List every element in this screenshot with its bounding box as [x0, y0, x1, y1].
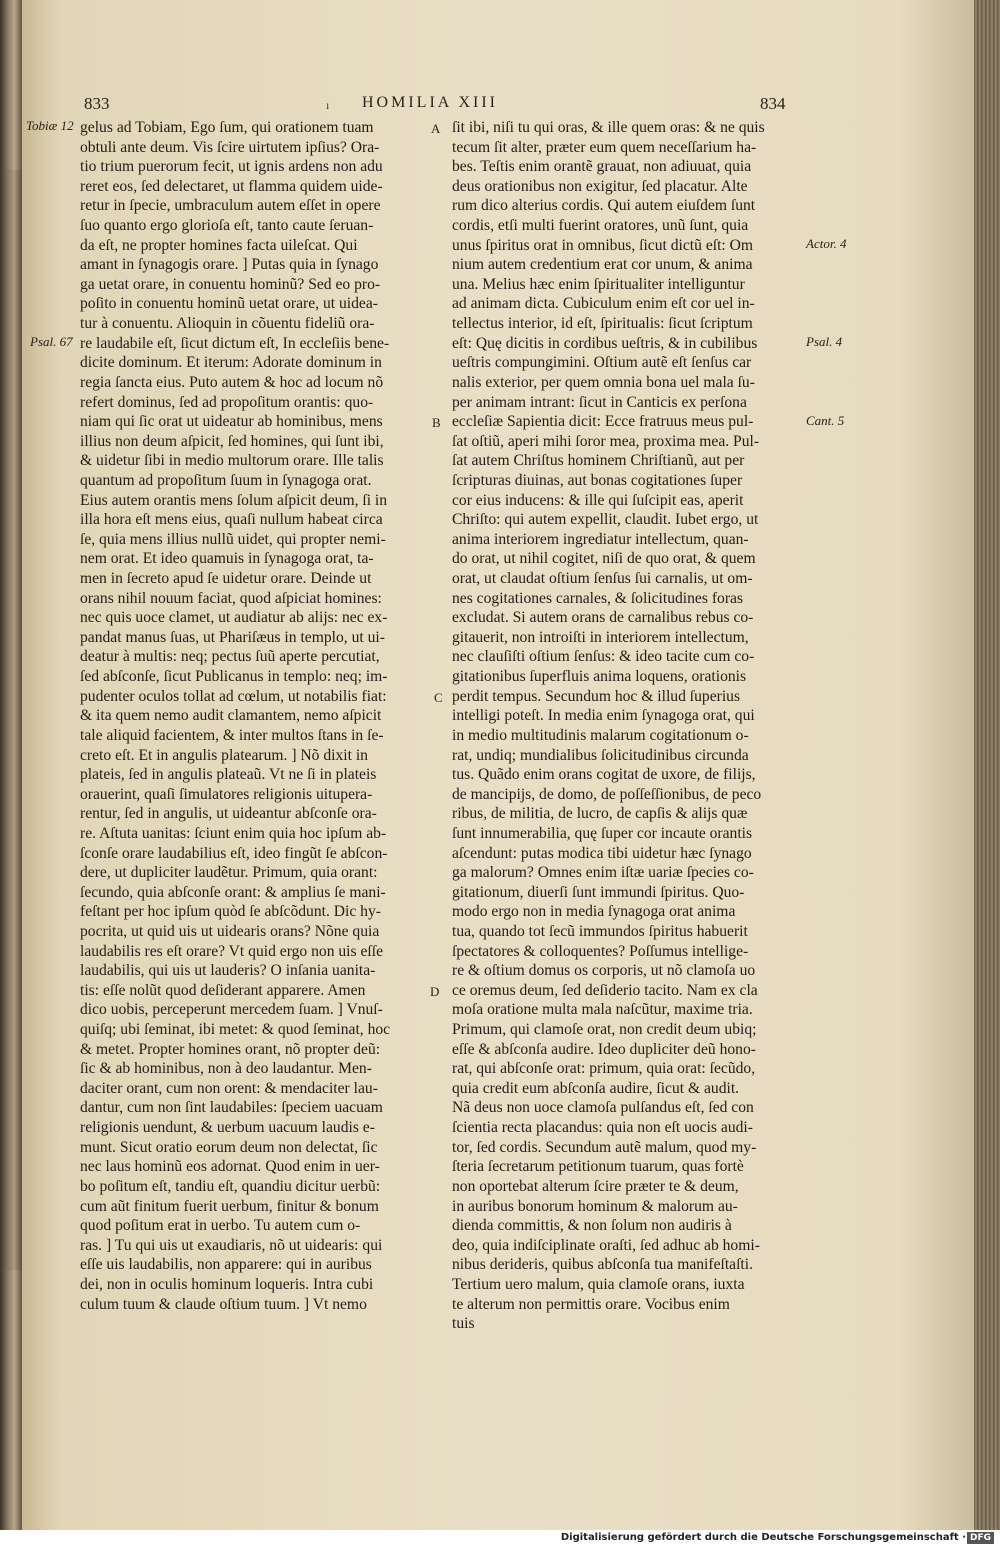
text-line: in auribus bonorum hominum & malorum au-: [452, 1197, 738, 1215]
text-line: ſed abſconſe, ſicut Publicanus in templo: neq; im-: [80, 668, 388, 686]
text-line: quod poſitum erat in uerbo. Tu autem cum o-: [80, 1217, 361, 1235]
text-line: cum aũt finitum fuerit uerbum, finitur & bonum: [80, 1197, 379, 1215]
text-line: dei, non in oculis hominum loqueris. Intra cubi: [80, 1275, 374, 1293]
text-line: tor, ſed cordis. Secundum autẽ malum, quod my-: [452, 1138, 757, 1156]
text-line: gitationum, diuerſi ſunt immundi ſpiritus. Quo-: [452, 883, 745, 901]
text-line: & uidetur ſibi in medio multorum orare. Ille talis: [80, 452, 384, 470]
text-line: retur in ſpecie, umbraculum autem eſſet in opere: [80, 197, 381, 215]
header-ornament: ı: [326, 98, 330, 112]
text-line: tellectus interior, id eſt, ſpiritualis: ſicut ſcriptum: [452, 315, 753, 333]
text-line: ce oremus deum, ſed deſiderio tacito. Nam ex cla: [452, 981, 758, 999]
text-line: re laudabile eſt, ſicut dictum eſt, In eccleſiis bene-: [80, 334, 390, 352]
text-line: pocrita, ut quid uis ut uidearis orans? Nõne quia: [80, 922, 380, 940]
text-line: excludat. Si autem orans de carnalibus rebus co-: [452, 609, 754, 627]
section-letter-b: B: [432, 415, 441, 430]
text-line: dienda committis, & non ſolum non audiris à: [452, 1217, 732, 1235]
margin-note-psal4: Psal. 4: [806, 334, 843, 349]
text-line: tur à conuentu. Alioquin in cõuentu fideliũ ora-: [80, 315, 375, 333]
text-line: tecum ſit alter, præter eum quem neceſſarium ha-: [452, 138, 757, 156]
text-line: nec quis uoce clamet, ut audiatur ab alijs: nec ex-: [80, 609, 388, 627]
text-line: obtuli ante deum. Vis ſcire uirtutem ipſius? Ora-: [80, 138, 380, 156]
text-line: ſit ibi, niſi tu qui oras, & ille quem oras: & ne quis: [452, 119, 765, 136]
text-line: pandat manus ſuas, ut Phariſæus in templo, ut ui-: [80, 628, 385, 646]
text-line: nes cogitationes carnales, & ſolicitudines foras: [452, 589, 743, 607]
left-page-shadow: [0, 170, 22, 1270]
text-line: eccleſiæ Sapientia dicit: Ecce fratruus meus pul-: [452, 413, 754, 431]
text-line: pudenter oculos tollat ad cœlum, ut notabilis fiat:: [80, 687, 387, 705]
text-line: dicite dominum. Et iterum: Adorate dominum in: [80, 354, 382, 372]
text-line: reret eos, ſed delectaret, ut flamma quidem uide-: [80, 177, 383, 195]
text-line: Chriſto: qui autem expellit, claudit. Iubet ergo, ut: [452, 511, 759, 529]
text-line: ſunt innumerabilia, quę ſuper cor incaute orantis: [452, 824, 753, 842]
text-line: ſe, quia mens illius nullũ uidet, qui propter nemi-: [80, 530, 386, 548]
text-line: religionis uendunt, & uerbum uacuum laudis e-: [80, 1119, 375, 1137]
text-line: dantur, cum non ſint laudabiles: ſpeciem uacuam: [80, 1099, 383, 1117]
text-line: de mancipijs, de domo, de poſſeſſionibus, de peco: [452, 785, 762, 803]
text-line: eſſe & abſconſa audire. Ideo dupliciter deũ hono-: [452, 1040, 756, 1058]
text-line: ueſtris compungimini. Oſtium autẽ eſt ſenſus car: [452, 354, 752, 372]
text-line: rum dico alterius cordis. Qui autem eiuſdem ſunt: [452, 197, 756, 215]
text-line: tis: eſſe nolũt quod deſiderant apparere. Amen: [80, 981, 366, 999]
text-line: in medio multitudinis malarum cogitationum o-: [452, 726, 749, 744]
text-line: non oportebat alterum ſcire præter te & deum,: [452, 1177, 739, 1195]
text-line: ga uetat orare, in conuentu hominũ? Sed eo pro-: [80, 275, 381, 293]
text-line: te alterum non permittis orare. Vocibus enim: [452, 1295, 730, 1313]
text-line: daciter orant, cum non orent: & mendaciter lau-: [80, 1079, 378, 1097]
text-line: da eſt, ne propter homines facta uileſcat. Qui: [80, 236, 358, 254]
text-line: tus. Quãdo enim orans cogitat de uxore, de filijs,: [452, 766, 756, 784]
section-letter-c: C: [434, 690, 443, 705]
text-line: gitauerit, non introiſti in interiorem intellectum,: [452, 628, 749, 646]
text-line: per animam intrant: ſicut in Canticis ex perſona: [452, 393, 747, 411]
text-line: deus orationibus non exigitur, ſed placatur. Alte: [452, 177, 748, 195]
section-letter-d: D: [430, 984, 440, 999]
margin-note-cant5: Cant. 5: [806, 413, 845, 428]
page-number-right: 834: [760, 94, 786, 113]
text-line: gitationibus ſuperfluis anima loquens, orationis: [452, 668, 747, 686]
text-line: Primum, qui clamoſe orat, non credit deum ubiq;: [452, 1021, 757, 1039]
text-line: nem orat. Et ideo quamuis in ſynagoga orat, ta-: [80, 550, 374, 568]
text-line: deatur à multis: neq; pectus ſuũ aperte percutiat,: [80, 648, 380, 666]
text-line: eſt: Quę dicitis in cordibus ueſtris, & in cubilibus: [452, 334, 758, 352]
text-line: bo poſitum eſt, tandiu eſt, quandiu dicitur uerbũ:: [80, 1177, 381, 1195]
text-line: orans nihil nouum faciat, quod aſpiciat homines:: [80, 589, 382, 607]
text-line: tio trium puerorum fecit, ut ignis ardens non adu: [80, 158, 383, 176]
text-column-left: [80, 118, 426, 1314]
text-line: ſat oſtiũ, aperi mihi ſoror mea, proxima mea. Pul-: [452, 432, 760, 450]
text-line: tua, quando tot ſecũ immundos ſpiritus habuerit: [452, 922, 748, 940]
text-line: quantum ad propoſitum ſuum in ſynagoga orat.: [80, 471, 372, 489]
text-line: tale aliquid facientem, & inter multos ſtans in ſe-: [80, 726, 384, 744]
text-line: refert dominus, ſed ad propoſitum orantis: quo-: [80, 393, 374, 411]
text-line: dere, ut dupliciter laudẽtur. Primum, quia orant:: [80, 864, 378, 882]
text-line: plateis, ſed in angulis plateaũ. Vt ne ſi in plateis: [80, 766, 377, 784]
text-line: ſecundo, quia abſconſe orant: & amplius ſe mani-: [80, 883, 386, 901]
text-line: ras. ] Tu qui uis ut exaudiaris, nõ ut uidearis: qui: [80, 1236, 383, 1254]
text-line: ſconſe orare laudabilius eſt, ideo fingũt ſe abſcon-: [80, 844, 388, 862]
text-line: nec laus hominũ eos adornat. Quod enim in uer-: [80, 1158, 380, 1176]
text-line: eſſe uis laudabilis, non apparere: qui in auribus: [80, 1256, 372, 1274]
text-line: gelus ad Tobiam, Ego ſum, qui orationem tuam: [80, 119, 374, 136]
text-line: cordis, etſi multi fuerint oratores, unũ ſunt, quia: [452, 217, 749, 235]
text-line: amant in ſynagogis orare. ] Putas quia in ſynago: [80, 256, 379, 274]
text-line: re & oſtium domus os corporis, ut nõ clamoſa uo: [452, 962, 756, 980]
text-line: nium autem credentium erat cor unum, & anima: [452, 256, 753, 274]
text-line: poſito in conuentu hominũ uetat orare, ut uidea-: [80, 295, 378, 313]
text-line: niam qui ſic orat ut uideatur ab hominibus, mens: [80, 413, 383, 431]
section-letter-a: A: [431, 121, 441, 136]
text-line: ſic & ab hominibus, non à deo laudantur. Men-: [80, 1060, 372, 1078]
text-line: & metet. Propter homines orant, nõ propter deũ:: [80, 1040, 381, 1058]
text-line: aſcendunt: putas modica tibi uidetur hæc ſynago: [452, 844, 752, 862]
text-line: ribus, de militia, de lucro, de capſis & alijs quæ: [452, 805, 748, 823]
text-line: modo ergo non in media ſynagoga orat anima: [452, 903, 736, 921]
text-line: nalis exterior, per quem omnia bona uel mala ſu-: [452, 373, 755, 391]
text-line: re. Aſtuta uanitas: ſciunt enim quia hoc ipſum ab-: [80, 824, 387, 842]
text-line: bes. Teſtis enim orantẽ grauat, non adiuuat, quia: [452, 158, 752, 176]
text-line: orat, ut claudat oſtium ſenſus ſui carnalis, ut om-: [452, 570, 753, 588]
text-line: do orat, ut nihil cogitet, niſi de quo orat, & quem: [452, 550, 756, 568]
digitization-credit: Digitalisierung gefördert durch die Deutsche Forschungsgemeinschaft ·: [560, 1532, 966, 1543]
text-line: nec clauſiſti oſtium ſenſus: & ideo tacite cum co-: [452, 648, 755, 666]
text-line: ſat autem Chriſtus hominem Chriſtianũ, aut per: [452, 452, 745, 470]
text-line: deo, quia indiſciplinate oraſti, ſed adhuc ab homi-: [452, 1236, 760, 1254]
text-line: creto eſt. Et in angulis platearum. ] Nõ dixit in: [80, 746, 368, 764]
text-line: ſteria ſecretarum petitionum tuarum, quas fortè: [452, 1158, 744, 1176]
page-number-left: 833: [84, 94, 110, 113]
text-line: Eius autem orantis mens ſolum aſpicit deum, ſi in: [80, 491, 388, 509]
text-line: quiſq; ubi ſeminat, ibi metet: & quod ſeminat, hoc: [80, 1021, 391, 1039]
text-line: dico uobis, perceperunt mercedem ſuam. ] Vnuſ-: [80, 1001, 383, 1019]
text-line: orauerint, quaſi ſimulatores religionis uituperа-: [80, 785, 373, 803]
text-line: perdit tempus. Secundum hoc & illud ſuperius: [452, 687, 741, 705]
text-line: moſa oratione multa mala naſcũtur, maxime tria.: [452, 1001, 753, 1019]
text-line: Nã deus non uoce clamoſa pulſandus eſt, ſed con: [452, 1099, 754, 1117]
margin-note-actor4: Actor. 4: [806, 236, 847, 251]
text-line: men in ſecreto apud ſe uidetur orare. Deinde ut: [80, 570, 372, 588]
dfg-logo: DFG: [967, 1532, 994, 1544]
text-line: rat, qui abſconſe orat: primum, quia orat: ſecũdo,: [452, 1060, 756, 1078]
margin-note-tobiae: Tobiæ 12: [26, 118, 74, 133]
text-line: quia credit eum abſconſa audire, ſicut & audit.: [452, 1079, 740, 1097]
text-line: cor eius inducens: & ille qui ſuſcipit eas, aperit: [452, 491, 744, 509]
text-line: nibus derideris, quibus abſconſa tua manifeſtaſti.: [452, 1256, 753, 1274]
page-fore-edge: [974, 0, 1000, 1530]
text-line: culum tuum & claude oſtium tuum. ] Vt nemo: [80, 1295, 367, 1313]
text-line: una. Melius hæc enim ſpiritualiter intelliguntur: [452, 275, 745, 293]
text-line: munt. Sicut oratio eorum deum non delectat, ſic: [80, 1138, 378, 1156]
text-line: ſcientia recta placandus: quia non eſt uocis audi-: [452, 1119, 753, 1137]
text-line: illa hora eſt mens eius, quaſi nullum habeat circa: [80, 511, 383, 529]
text-line: laudabilis res eſt orare? Vt quid ergo non uis eſſe: [80, 942, 383, 960]
text-line: rentur, ſed in angulis, ut uideantur abſconſe ora-: [80, 805, 377, 823]
text-column-right: [452, 118, 798, 1334]
text-line: & ita quem nemo audit clamantem, nemo aſpicit: [80, 707, 382, 725]
running-title: HOMILIA XIII: [362, 94, 498, 111]
text-line: tuis: [452, 1315, 475, 1333]
text-line: feſtant per hoc ipſum quòd ſe abſcõdunt. Dic hy-: [80, 903, 381, 921]
text-line: anima interiorem ingrediatur intellectum, quan-: [452, 530, 749, 548]
text-line: Tertium uero malum, quia clamoſe orans, iuxta: [452, 1275, 745, 1293]
text-line: regia ſancta eius. Puto autem & hoc ad locum nõ: [80, 373, 384, 391]
text-line: laudabilis, qui uis ut lauderis? O inſania uanita-: [80, 962, 376, 980]
text-line: ſpectatores & colloquentes? Poſſumus intellige-: [452, 942, 749, 960]
text-line: intelligi poteſt. In media enim ſynagoga orat, qui: [452, 707, 755, 725]
text-line: illius non deum aſpicit, ſed homines, qui ſunt ibi,: [80, 432, 384, 450]
text-line: rat, undiq; mundialibus ſolicitudinibus circunda: [452, 746, 749, 764]
margin-note-psal67: Psal. 67: [30, 334, 73, 349]
text-line: unus ſpiritus orat in omnibus, ſicut dictũ eſt: Om: [452, 236, 754, 254]
text-line: ſcripturas diuinas, aut bonas cogitationes ſuper: [452, 471, 743, 489]
text-line: ſuo quanto ergo glorioſa eſt, tanto caute ſeruan-: [80, 217, 374, 235]
text-line: ad animam dicta. Cubiculum enim eſt cor uel in-: [452, 295, 755, 313]
text-line: ga malorum? Omnes enim iſtæ uariæ ſpecies co-: [452, 864, 754, 882]
